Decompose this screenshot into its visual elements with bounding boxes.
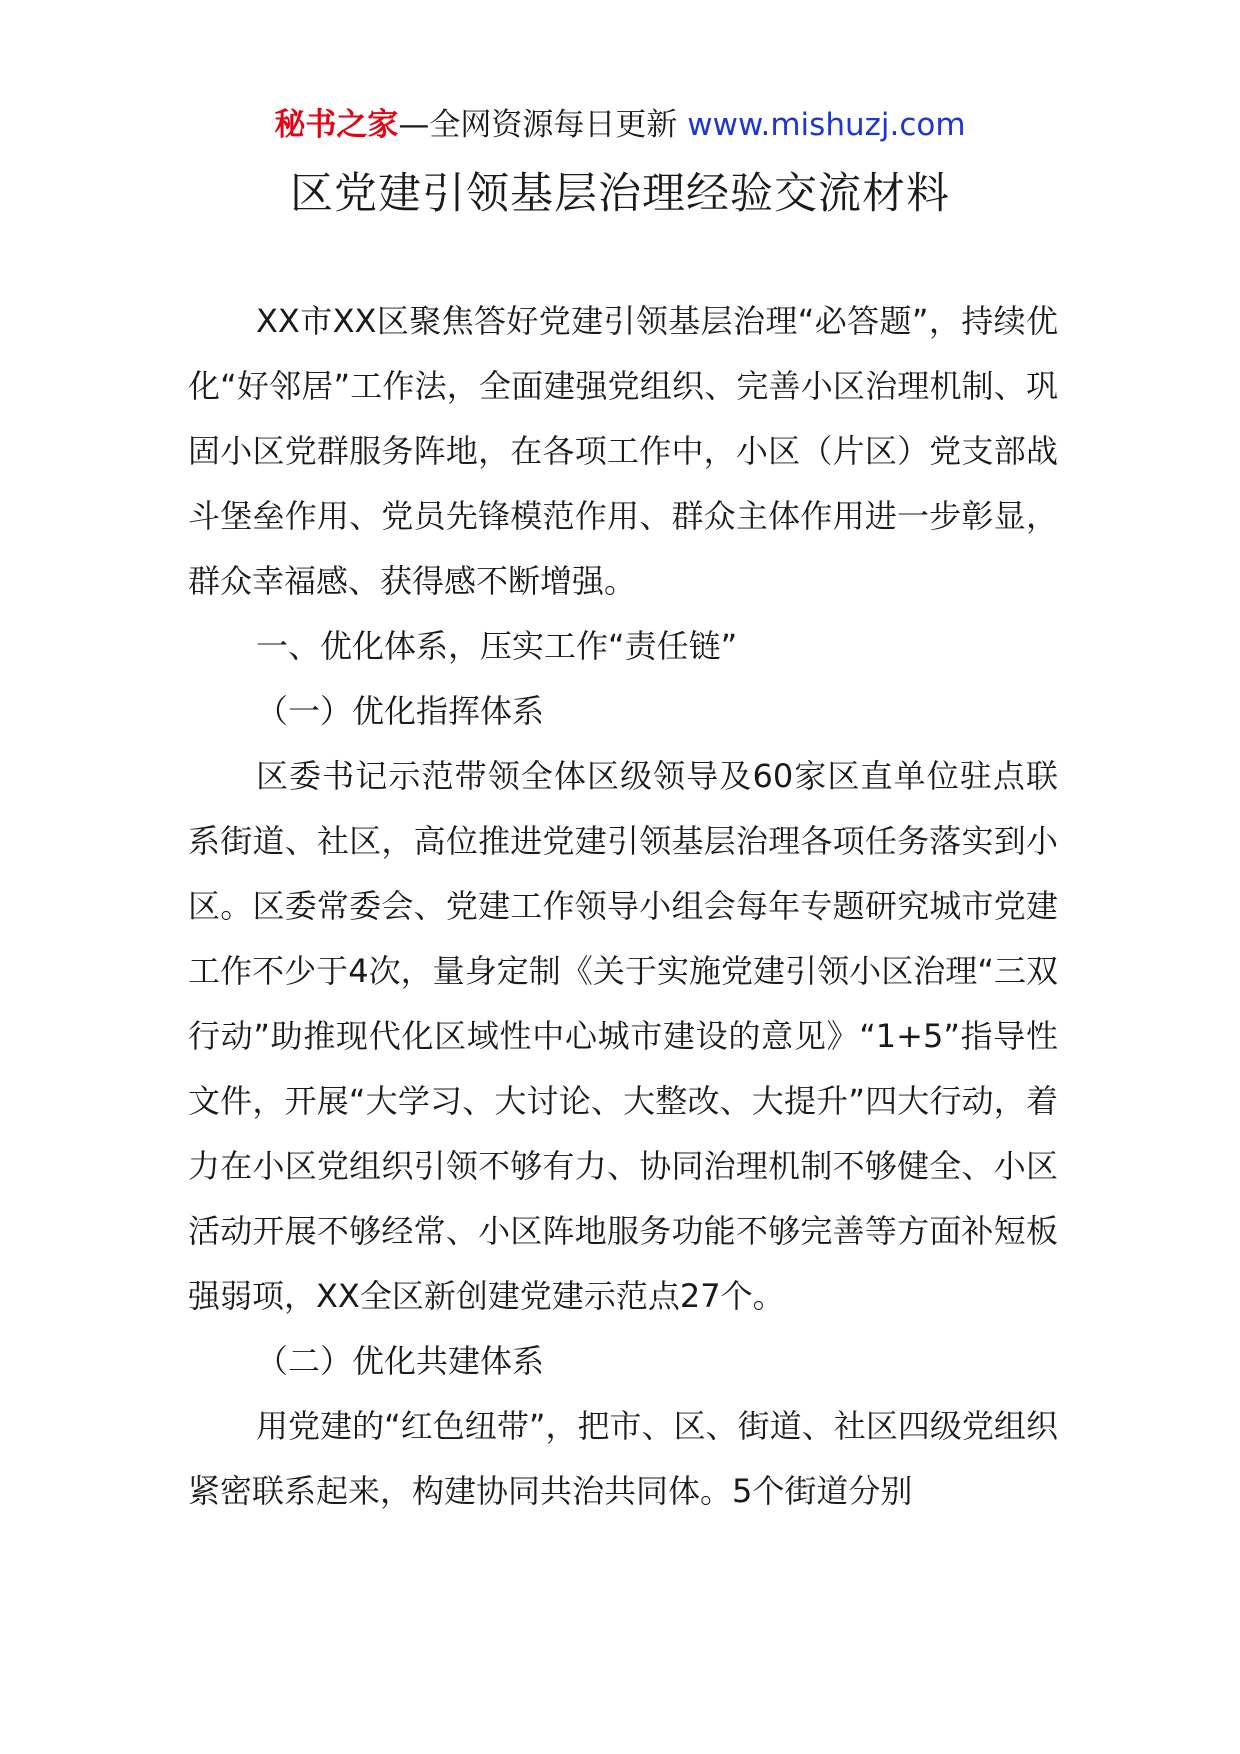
subheading-1-1: （一）优化指挥体系 (256, 692, 545, 730)
brand-name: 秘书之家 (274, 107, 399, 143)
document-title: 区党建引领基层治理经验交流材料 (290, 169, 950, 219)
paragraph-co-build-system: 用党建的“红色纽带”，把市、区、街道、社区四级党组织紧密联系起来，构建协同共治共同体。5个街道分别 (188, 1407, 1058, 1510)
heading-section-1: 一、优化体系，压实工作“责任链” (256, 627, 738, 665)
site-url-link[interactable]: www.mishuzj.com (687, 107, 966, 143)
header-tagline: —全网资源每日更新 (398, 107, 688, 143)
paragraph-intro: XX市XX区聚焦答好党建引领基层治理“必答题”，持续优化“好邻居”工作法，全面建强党组织、完善小区治理机制、巩固小区党群服务阵地，在各项工作中，小区（片区）党支部战斗堡垒作用、党员先锋模范作用、群众主体作用进一步彰显，群众幸福感、获得感不断增强。 (188, 302, 1058, 600)
paragraph-command-system: 区委书记示范带领全体区级领导及60家区直单位驻点联系街道、社区，高位推进党建引领基层治理各项任务落实到小区。区委常委会、党建工作领导小组会每年专题研究城市党建工作不少于4次，量身定制《关于实施党建引领小区治理“三双行动”助推现代化区域性中心城市建设的意见》“1+5”指导性文件，开展“大学习、大讨论、大整改、大提升”四大行动，着力在小区党组织引领不够有力、协同治理机制不够健全、小区活动开展不够经常、小区阵地服务功能不够完善等方面补短板强弱项，XX全区新创建党建示范点27个。 (188, 757, 1058, 1315)
document-body (188, 289, 1058, 1524)
subheading-1-2: （二）优化共建体系 (256, 1342, 545, 1380)
site-header (0, 100, 1240, 150)
